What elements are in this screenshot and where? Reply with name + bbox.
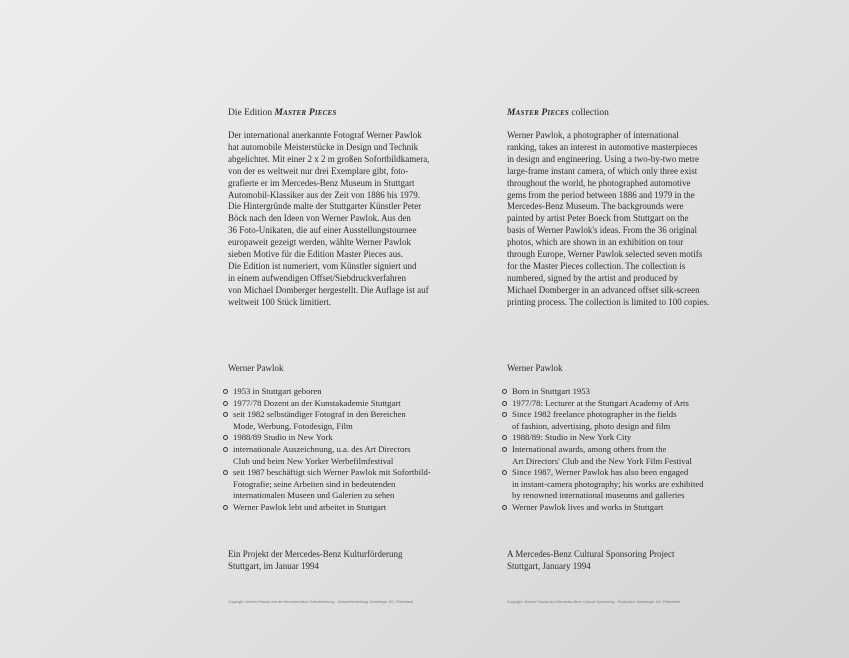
bio-line: Werner Pawlok lives and works in Stuttgart bbox=[512, 501, 664, 512]
english-artist-name: Werner Pawlok bbox=[507, 363, 563, 373]
bio-item bbox=[222, 467, 431, 502]
bio-line: Since 1987, Werner Pawlok has also been engaged bbox=[512, 467, 689, 478]
bio-item bbox=[501, 444, 704, 467]
german-footer bbox=[228, 548, 402, 572]
english-biography-list bbox=[501, 386, 704, 514]
bio-line: internationalen Museen und Galerien zu sehen bbox=[233, 490, 395, 501]
bio-item bbox=[222, 502, 431, 514]
bio-line: seit 1982 selbständiger Fotograf in den Bereichen bbox=[233, 409, 406, 420]
bio-line: by renowned international museums and galleries bbox=[512, 490, 685, 501]
text-line: for the Master Pieces collection. The collection is bbox=[507, 260, 686, 271]
bullet-circle-icon bbox=[502, 435, 507, 440]
text-line: large-frame instant camera, of which only three exist bbox=[507, 165, 698, 176]
bio-item bbox=[222, 444, 431, 467]
bio-line: 1953 in Stuttgart geboren bbox=[233, 386, 322, 396]
text-line: hat automobile Meisterstücke in Design und Technik bbox=[228, 141, 419, 152]
bio-line: Fotografie; seine Arbeiten sind in bedeutenden bbox=[233, 478, 396, 489]
bullet-circle-icon bbox=[223, 435, 228, 440]
text-line: in design and engineering. Using a two-by-two metre bbox=[507, 153, 699, 164]
bio-item bbox=[501, 432, 704, 444]
footer-line: Ein Projekt der Mercedes-Benz Kulturförderung bbox=[228, 549, 403, 559]
bullet-circle-icon bbox=[223, 505, 228, 510]
text-line: photos, which are shown in an exhibition on tour bbox=[507, 237, 684, 248]
english-footer bbox=[507, 548, 674, 572]
bio-line: Werner Pawlok lebt und arbeitet in Stuttgart bbox=[233, 501, 387, 512]
bio-line: 1988/89 Studio in New York bbox=[233, 432, 333, 443]
bullet-circle-icon bbox=[223, 447, 228, 452]
bio-line: of fashion, advertising, photo design and film bbox=[512, 420, 671, 431]
bio-item bbox=[222, 432, 431, 444]
text-line: Böck nach den Ideen von Werner Pawlok. Aus den bbox=[228, 213, 411, 224]
bullet-circle-icon bbox=[223, 412, 228, 417]
text-line: Die Hintergründe malte der Stuttgarter Künstler Peter bbox=[228, 201, 422, 212]
bio-item bbox=[222, 398, 431, 410]
bio-line: 1977/78 Dozent an der Kunstakademie Stuttgart bbox=[233, 397, 401, 408]
english-heading-suffix: collection bbox=[571, 108, 609, 118]
bio-item bbox=[501, 502, 704, 514]
bio-line: Born in Stuttgart 1953 bbox=[512, 386, 590, 396]
german-heading-prefix: Die Edition bbox=[228, 108, 273, 118]
bio-line: in instant-camera photography; his works are exhibited bbox=[512, 478, 704, 489]
bio-item bbox=[501, 386, 704, 398]
bullet-circle-icon bbox=[502, 412, 507, 417]
text-line: numbered, signed by the artist and produced by bbox=[507, 272, 678, 283]
german-artist-name: Werner Pawlok bbox=[228, 363, 284, 373]
text-line: in einem aufwendigen Offset/Siebdruckverfahren bbox=[228, 272, 407, 283]
text-line: Mercedes-Benz Museum. The backgrounds were bbox=[507, 201, 684, 212]
bullet-circle-icon bbox=[502, 470, 507, 475]
text-line: weltweit 100 Stück limitiert. bbox=[228, 296, 331, 307]
text-line: through Europe, Werner Pawlok selected seven motifs bbox=[507, 249, 703, 260]
bullet-circle-icon bbox=[502, 401, 507, 406]
text-line: grafierte er im Mercedes-Benz Museum in Stuttgart bbox=[228, 177, 415, 188]
bullet-circle-icon bbox=[502, 389, 507, 394]
german-description bbox=[228, 130, 429, 309]
bio-line: Since 1982 freelance photographer in the fields bbox=[512, 409, 677, 420]
text-line: printing process. The collection is limited to 100 copies. bbox=[507, 296, 710, 307]
text-line: throughout the world, he photographed automotive bbox=[507, 177, 691, 188]
text-line: 36 Foto-Unikaten, die auf einer Ausstellungstournee bbox=[228, 225, 417, 236]
english-heading-master-pieces: Master Pieces bbox=[507, 108, 570, 118]
text-line: sieben Motive für die Edition Master Pieces aus. bbox=[228, 249, 403, 260]
english-description bbox=[507, 130, 709, 309]
english-heading bbox=[507, 106, 609, 120]
bio-line: Art Directors' Club and the New York Film Festival bbox=[512, 455, 692, 466]
text-line: Michael Domberger in an advanced offset silk-screen bbox=[507, 284, 700, 295]
text-line: von Michael Domberger hergestellt. Die Auflage ist auf bbox=[228, 284, 429, 295]
bullet-circle-icon bbox=[502, 447, 507, 452]
english-copyright: Copyright: Werner Pawlok and Mercedes-Benz Cultural Sponsoring · Production: Domberger KG, Filderstadt bbox=[507, 600, 680, 604]
german-heading bbox=[228, 106, 336, 120]
text-line: Die Edition ist numeriert, vom Künstler signiert und bbox=[228, 260, 417, 271]
bio-line: Club und beim New Yorker Werbefilmfestival bbox=[233, 455, 394, 466]
german-copyright: Copyright: Werner Pawlok und die Mercedes-Benz Kulturförderung · Gesamtherstellung: Domberger KG, Filderstadt bbox=[228, 600, 413, 604]
text-line: basis of Werner Pawlok's ideas. From the 36 original bbox=[507, 225, 697, 236]
bio-item bbox=[222, 386, 431, 398]
bio-item bbox=[222, 409, 431, 432]
text-line: von der es weltweit nur drei Exemplare gibt, foto- bbox=[228, 165, 409, 176]
bio-line: seit 1987 beschäftigt sich Werner Pawlok mit Sofortbild- bbox=[233, 467, 431, 478]
bio-line: International awards, among others from the bbox=[512, 443, 667, 454]
german-heading-master-pieces: Master Pieces bbox=[274, 108, 337, 118]
bio-line: Mode, Werbung, Fotodesign, Film bbox=[233, 420, 353, 431]
bio-line: 1977/78: Lecturer at the Stuttgart Academy of Arts bbox=[512, 397, 689, 408]
german-biography-list bbox=[222, 386, 431, 514]
text-line: europaweit gezeigt werden, wählte Werner Pawlok bbox=[228, 237, 412, 248]
bio-line: internationale Auszeichnung, u.a. des Art Directors bbox=[233, 443, 411, 454]
bullet-circle-icon bbox=[502, 505, 507, 510]
text-line: Automobil-Klassiker aus der Zeit von 1886 bis 1979. bbox=[228, 189, 420, 200]
bio-item bbox=[501, 467, 704, 502]
text-line: gems from the period between 1886 and 1979 in the bbox=[507, 189, 695, 200]
text-line: ranking, takes an interest in automotive masterpieces bbox=[507, 141, 698, 152]
bio-item bbox=[501, 409, 704, 432]
bullet-circle-icon bbox=[223, 401, 228, 406]
bio-line: 1988/89: Studio in New York City bbox=[512, 432, 632, 443]
text-line: Werner Pawlok, a photographer of international bbox=[507, 130, 679, 140]
bullet-circle-icon bbox=[223, 470, 228, 475]
text-line: painted by artist Peter Boeck from Stuttgart on the bbox=[507, 213, 689, 224]
footer-line: A Mercedes-Benz Cultural Sponsoring Project bbox=[507, 549, 675, 559]
bio-item bbox=[501, 398, 704, 410]
text-line: Der international anerkannte Fotograf Werner Pawlok bbox=[228, 130, 422, 140]
footer-line: Stuttgart, im Januar 1994 bbox=[228, 561, 319, 571]
text-line: abgelichtet. Mit einer 2 x 2 m großen Sofortbildkamera, bbox=[228, 153, 430, 164]
bullet-circle-icon bbox=[223, 389, 228, 394]
footer-line: Stuttgart, January 1994 bbox=[507, 561, 591, 571]
